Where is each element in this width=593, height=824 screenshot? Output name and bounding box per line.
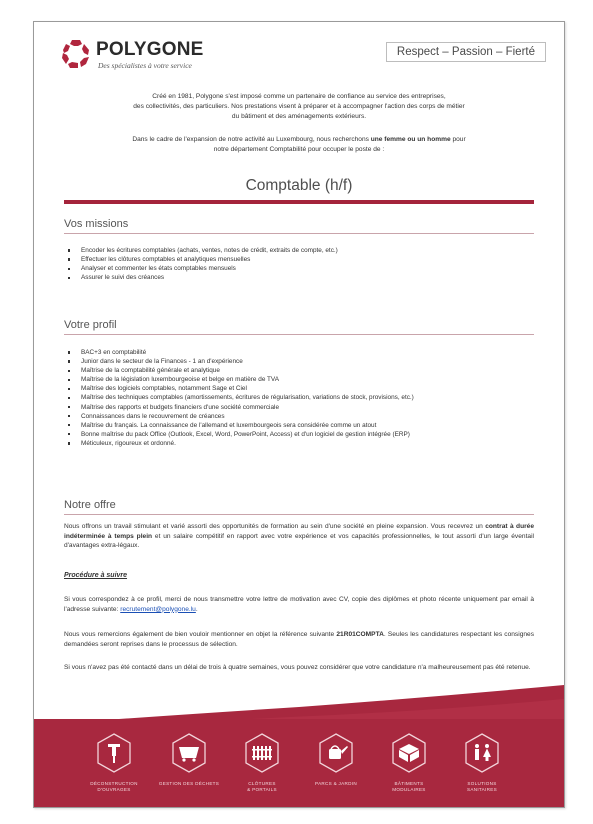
mission-item: Assurer le suivi des créances [64, 273, 544, 282]
profile-item: Maîtrise des rapports et budgets financiers d'une société commerciale [64, 403, 544, 412]
service-label-line: BÂTIMENTS [394, 781, 424, 786]
intro-line [64, 135, 534, 145]
job-title: Comptable (h/f) [245, 177, 353, 194]
service-label-line: GESTION DES DÉCHETS [158, 781, 220, 786]
profile-item: Junior dans le secteur de la Finances - 1 an d'expérience [64, 357, 544, 366]
intro-line: du bâtiment et des aménagements extérieurs. [231, 113, 367, 120]
offer-heading: Notre offre [64, 499, 116, 511]
service-label-line: CLÔTURES [248, 781, 276, 786]
intro-line: Créé en 1981, Polygone s'est imposé comme un partenaire de confiance au service des entreprises, [152, 93, 446, 100]
service-label-line: SANITAIRES [467, 787, 497, 792]
missions-heading: Vos missions [64, 218, 129, 230]
modular-building-icon [391, 733, 427, 773]
service-label [227, 781, 297, 793]
service-label-line: DÉCONSTRUCTION [90, 781, 138, 786]
intro-recruitment [64, 135, 534, 155]
section-divider [64, 334, 534, 335]
reference-paragraph [64, 630, 534, 649]
service-waste [171, 733, 207, 773]
logo-name: POLYGONE [96, 39, 204, 60]
profile-item: Maîtrise de la comptabilité générale et analytique [64, 366, 544, 375]
toilet-people-icon [464, 733, 500, 773]
section-divider [64, 233, 534, 234]
service-label-line: & PORTAILS [247, 787, 277, 792]
profile-list [64, 348, 544, 448]
profile-item: Connaissances dans le recouvrement de créances [64, 412, 544, 421]
jackhammer-icon [96, 733, 132, 773]
company-motto: Respect – Passion – Fierté [386, 42, 546, 62]
procedure-text: . [195, 605, 198, 613]
procedure-paragraph [64, 595, 534, 614]
profile-item: Maîtrise des techniques comptables (amortissements, écritures de régularisation, variations de stock, provisions, etc.) [64, 393, 544, 402]
service-label-line: MODULAIRES [392, 787, 426, 792]
watering-can-icon [318, 733, 354, 773]
polygone-logo-icon [60, 38, 92, 70]
service-label [79, 781, 149, 793]
service-label [374, 781, 444, 793]
profile-item: BAC+3 en comptabilité [64, 348, 544, 357]
intro-text: Dans le cadre de l'expansion de notre activité au Luxembourg, nous recherchons [132, 136, 371, 143]
service-label [301, 781, 371, 787]
fence-icon [244, 733, 280, 773]
response-paragraph: Si vous n'avez pas été contacté dans un délai de trois à quatre semaines, vous pouvez considérer que votre candidature n'a malheureusement pas été retenue. [64, 664, 531, 671]
title-divider [64, 200, 534, 204]
service-label-line: D'OUVRAGES [97, 787, 131, 792]
procedure-text: Si vous correspondez à ce profil, merci de nous transmettre votre lettre de motivation avec CV, copie des diplômes et photo récente uniquement par email à l'adresse suivante: [64, 596, 534, 613]
profile-item: Maîtrise du français. La connaissance de l'allemand et luxembourgeois sera considérée comme un atout [64, 421, 544, 430]
offer-paragraph [64, 522, 534, 551]
offer-text: Nous offrons un travail stimulant et varié assorti des opportunités de formation au sein d'une société en pleine expansion. Vous recevrez un [64, 523, 486, 530]
profile-heading: Votre profil [64, 319, 117, 331]
contract-type: contrat à durée indéterminée à temps plein [64, 523, 535, 540]
profile-item: Méticuleux, rigoureux et ordonné. [64, 439, 544, 448]
job-posting-document [33, 21, 565, 808]
intro-paragraph [64, 92, 534, 122]
reference-text: Nous vous remercions également de bien vouloir mentionner en objet la référence suivante [64, 631, 337, 638]
intro-emphasis: une femme ou un homme [370, 136, 451, 143]
section-divider [64, 514, 534, 515]
service-fences [244, 733, 280, 773]
service-label [154, 781, 224, 787]
service-label-line: SOLUTIONS [467, 781, 497, 786]
profile-item: Bonne maîtrise du pack Office (Outlook, Excel, Word, PowerPoint, Access) et d'un logiciel de gestion intégrée (ERP) [64, 430, 544, 439]
service-label-line: PARCS & JARDIN [315, 781, 357, 786]
service-gardens [318, 733, 354, 773]
service-sanitary [464, 733, 500, 773]
profile-item: Maîtrise des logiciels comptables, notamment Sage et Ciel [64, 384, 544, 393]
intro-line: notre département Comptabilité pour occuper le poste de : [213, 146, 385, 153]
recruitment-email-link[interactable]: recrutement@polygone.lu [120, 605, 196, 613]
mission-item: Encoder les écritures comptables (achats, ventes, notes de crédit, extraits de compte, etc.) [64, 246, 544, 255]
service-label [447, 781, 517, 793]
polygone-logo [60, 38, 240, 74]
missions-list [64, 246, 544, 282]
logo-tagline: Des spécialistes à votre service [98, 61, 192, 70]
profile-item: Maîtrise de la législation luxembourgeoise et belge en matière de TVA [64, 375, 544, 384]
container-icon [171, 733, 207, 773]
service-demolition [96, 733, 132, 773]
intro-line: des collectivités, des particuliers. Nos prestations visent à préparer et à accompagner l'action des corps de métier [133, 103, 465, 110]
reference-text: . Seules les candidatures respectant les consignes demandées seront reprises dans le processus de sélection. [64, 631, 534, 648]
intro-text: pour [450, 136, 466, 143]
services-row [34, 719, 564, 807]
mission-item: Effectuer les clôtures comptables et analytiques mensuelles [64, 255, 544, 264]
mission-item: Analyser et commenter les états comptables mensuels [64, 264, 544, 273]
procedure-heading: Procédure à suivre [64, 572, 128, 579]
offer-text: et un salaire compétitif en rapport avec votre expérience et vos capacités professionnelles, le tout assorti d'un large éventail d'avantages extra-légaux. [64, 532, 534, 550]
service-modular [391, 733, 427, 773]
job-reference: 21R01COMPTA [336, 631, 384, 638]
